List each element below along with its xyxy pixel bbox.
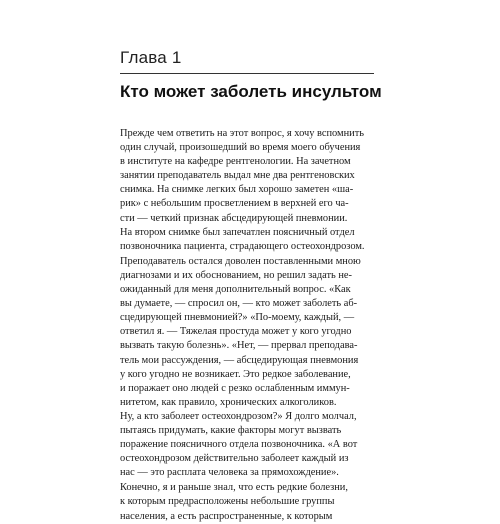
text-line: к которым предрасположены небольшие группы xyxy=(120,496,335,508)
text-line: поражение поясничного отдела позвоночника. «А вот xyxy=(120,439,358,451)
text-line: ожиданный для меня дополнительный вопрос. «Как xyxy=(120,284,351,296)
body-text xyxy=(120,127,380,524)
text-line: диагнозами и их обоснованием, но решил задать не- xyxy=(120,269,352,281)
text-line: пытаясь придумать, какие факторы могут вызвать xyxy=(120,424,342,436)
text-line: остеохондрозом действительно заболеет каждый из xyxy=(120,453,349,465)
text-line: населения, а есть распространенные, к которым xyxy=(120,510,333,522)
text-line: Преподаватель остался доволен поставленными мною xyxy=(120,255,361,267)
text-line: нитетом, как правило, хронических алкоголиков. xyxy=(120,396,337,408)
text-line: вы думаете, — спросил он, — кто может заболеть аб- xyxy=(120,298,358,310)
text-line: в институте на кафедре рентгенологии. На зачетном xyxy=(120,156,351,168)
paragraph xyxy=(120,127,380,254)
text-line: позвоночника пациента, страдающего остеохондрозом. xyxy=(120,240,365,252)
text-line: ответил я. — Тяжелая простуда может у кого угодно xyxy=(120,326,352,338)
paragraph xyxy=(120,255,380,481)
chapter-label: Глава 1 xyxy=(120,48,182,67)
text-line: тель мои рассуждения, — абсцедирующая пневмония xyxy=(120,354,359,366)
text-line: занятии преподаватель выдал мне два рентгеновских xyxy=(120,170,355,182)
paragraph xyxy=(120,481,380,523)
text-line: Конечно, я и раньше знал, что есть редкие болезни, xyxy=(120,482,348,494)
text-line: один случай, произошедший во время моего обучения xyxy=(120,142,361,154)
text-line: и поражает оно людей с резко ослабленным иммун- xyxy=(120,382,350,394)
text-line: Прежде чем ответить на этот вопрос, я хочу вспомнить xyxy=(120,128,365,139)
text-line: рик» с небольшим просветлением в верхней его ча- xyxy=(120,198,349,210)
text-line: нас — это расплата человека за прямохождение». xyxy=(120,467,339,479)
text-line: у кого угодно не возникает. Это редкое заболевание, xyxy=(120,368,351,380)
text-line: Ну, а кто заболеет остеохондрозом?» Я долго молчал, xyxy=(120,410,357,422)
chapter-title: Кто может заболеть инсультом xyxy=(120,82,382,101)
text-line: снимка. На снимке легких был хорошо заметен «ша- xyxy=(120,184,354,196)
text-line: сцедирующей пневмонией?» «По-моему, каждый, — xyxy=(120,312,355,324)
text-line: сти — четкий признак абсцедирующей пневмонии. xyxy=(120,212,348,224)
chapter-divider xyxy=(120,73,374,74)
text-line: На втором снимке был запечатлен поясничный отдел xyxy=(120,226,355,238)
text-line: вызвать такую болезнь». «Нет, — прервал преподава- xyxy=(120,340,358,352)
